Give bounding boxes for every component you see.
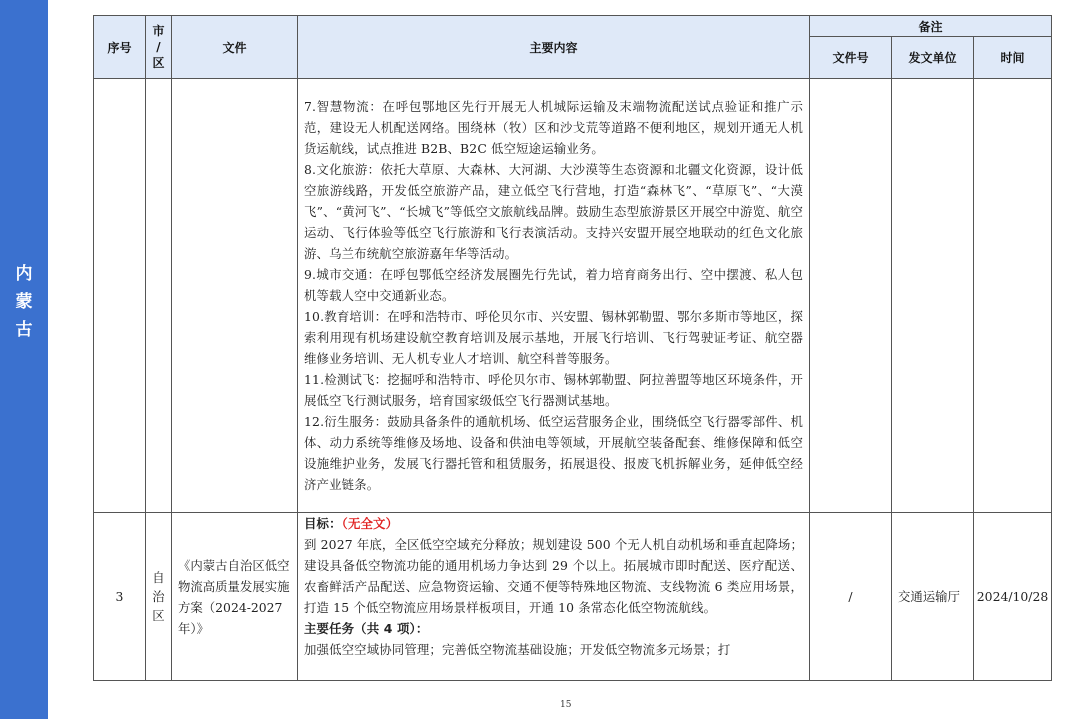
region-label xyxy=(0,260,48,344)
tasks-heading: 主要任务（共 4 项）： xyxy=(304,621,429,636)
table-row xyxy=(94,513,1052,681)
header-doc-no: 文件号 xyxy=(810,37,892,79)
content-paragraph: 10.教育培训：在呼和浩特市、呼伦贝尔市、兴安盟、锡林郭勒盟、鄂尔多斯市等地区，探索利用现有机场建设航空教育培训及展示基地，开展飞行培训、飞行驾驶证考证、航空器维修业务培训、无人机专业人才培训、航空科普等服务。 xyxy=(304,309,803,366)
header-main: 主要内容 xyxy=(298,16,810,79)
content-paragraph: 9.城市交通：在呼包鄂低空经济发展圈先行先试，着力培育商务出行、空中摆渡、私人包机等载人空中交通新业态。 xyxy=(304,267,803,303)
cell-doc xyxy=(172,79,298,513)
policy-table xyxy=(93,15,1052,681)
content-paragraph: 11.检测试飞：挖掘呼和浩特市、呼伦贝尔市、锡林郭勒盟、阿拉善盟等地区环境条件，开展低空飞行测试服务，培育国家级低空飞行器测试基地。 xyxy=(304,372,803,408)
goal-note: （无全文） xyxy=(341,516,399,531)
cell-doc-title: 《内蒙古自治区低空物流高质量发展实施方案（2024-2027年）》 xyxy=(172,513,298,681)
table-row xyxy=(94,79,1052,513)
cell-city: 自治区 xyxy=(146,513,172,681)
header-city: 市 / 区 xyxy=(146,16,172,79)
content-paragraph: 7.智慧物流：在呼包鄂地区先行开展无人机城际运输及末端物流配送试点验证和推广示范，建设无人机配送网络。围绕林（牧）区和沙戈荒等道路不便利地区，规划开通无人机货运航线，试点推进 B2B、B2C 低空短途运输业务。 xyxy=(304,99,803,156)
header-doc: 文件 xyxy=(172,16,298,79)
tasks-text: 加强低空空域协同管理；完善低空物流基础设施；开发低空物流多元场景；打 xyxy=(304,642,731,657)
cell-doc-no xyxy=(810,79,892,513)
header-remarks: 备注 xyxy=(810,16,1052,37)
side-banner xyxy=(0,0,48,719)
content-paragraph: 8.文化旅游：依托大草原、大森林、大河湖、大沙漠等生态资源和北疆文化资源，设计低空旅游线路，开发低空旅游产品，建立低空飞行营地，打造“森林飞”、“草原飞”、“大漠飞”、“黄河飞”、“长城飞”等低空文旅航线品牌。鼓励生态型旅游景区开展空中游览、航空运动、飞行体验等低空飞行旅游和飞行表演活动。支持兴安盟开展空地联动的红色文化旅游、乌兰布统航空旅游嘉年华等活动。 xyxy=(304,162,803,261)
goal-heading: 目标：（无全文） xyxy=(304,516,399,531)
region-char: 蒙 xyxy=(15,292,33,312)
cell-time xyxy=(974,79,1052,513)
page-number: 15 xyxy=(560,700,572,710)
cell-doc-no: / xyxy=(810,513,892,681)
region-char: 内 xyxy=(15,264,33,284)
cell-main-content xyxy=(298,79,810,513)
cell-issuer xyxy=(892,79,974,513)
cell-seq xyxy=(94,79,146,513)
cell-city xyxy=(146,79,172,513)
cell-main-content xyxy=(298,513,810,681)
content-paragraph: 12.衍生服务：鼓励具备条件的通航机场、低空运营服务企业，围绕低空飞行器零部件、机体、动力系统等维修及场地、设备和供油电等领域，开展航空装备配套、维修保障和低空设施维护业务，发展飞行器托管和租赁服务，拓展退役、报废飞机拆解业务，延伸低空经济产业链条。 xyxy=(304,414,803,492)
header-seq: 序号 xyxy=(94,16,146,79)
cell-issuer: 交通运输厅 xyxy=(892,513,974,681)
cell-seq: 3 xyxy=(94,513,146,681)
cell-time: 2024/10/28 xyxy=(974,513,1052,681)
goal-text: 到 2027 年底，全区低空空域充分释放；规划建设 500 个无人机自动机场和垂直起降场；建设具备低空物流功能的通用机场力争达到 29 个以上。拓展城市即时配送、医疗配送、农畜鲜活产品配送、应急物资运输、交通不便等特殊地区物流、支线物流 6 类应用场景，打造 15 个低空物流应用场景样板项目，开通 10 条常态化低空物流航线。 xyxy=(304,537,803,615)
region-char: 古 xyxy=(15,320,33,340)
header-time: 时间 xyxy=(974,37,1052,79)
header-issuer: 发文单位 xyxy=(892,37,974,79)
